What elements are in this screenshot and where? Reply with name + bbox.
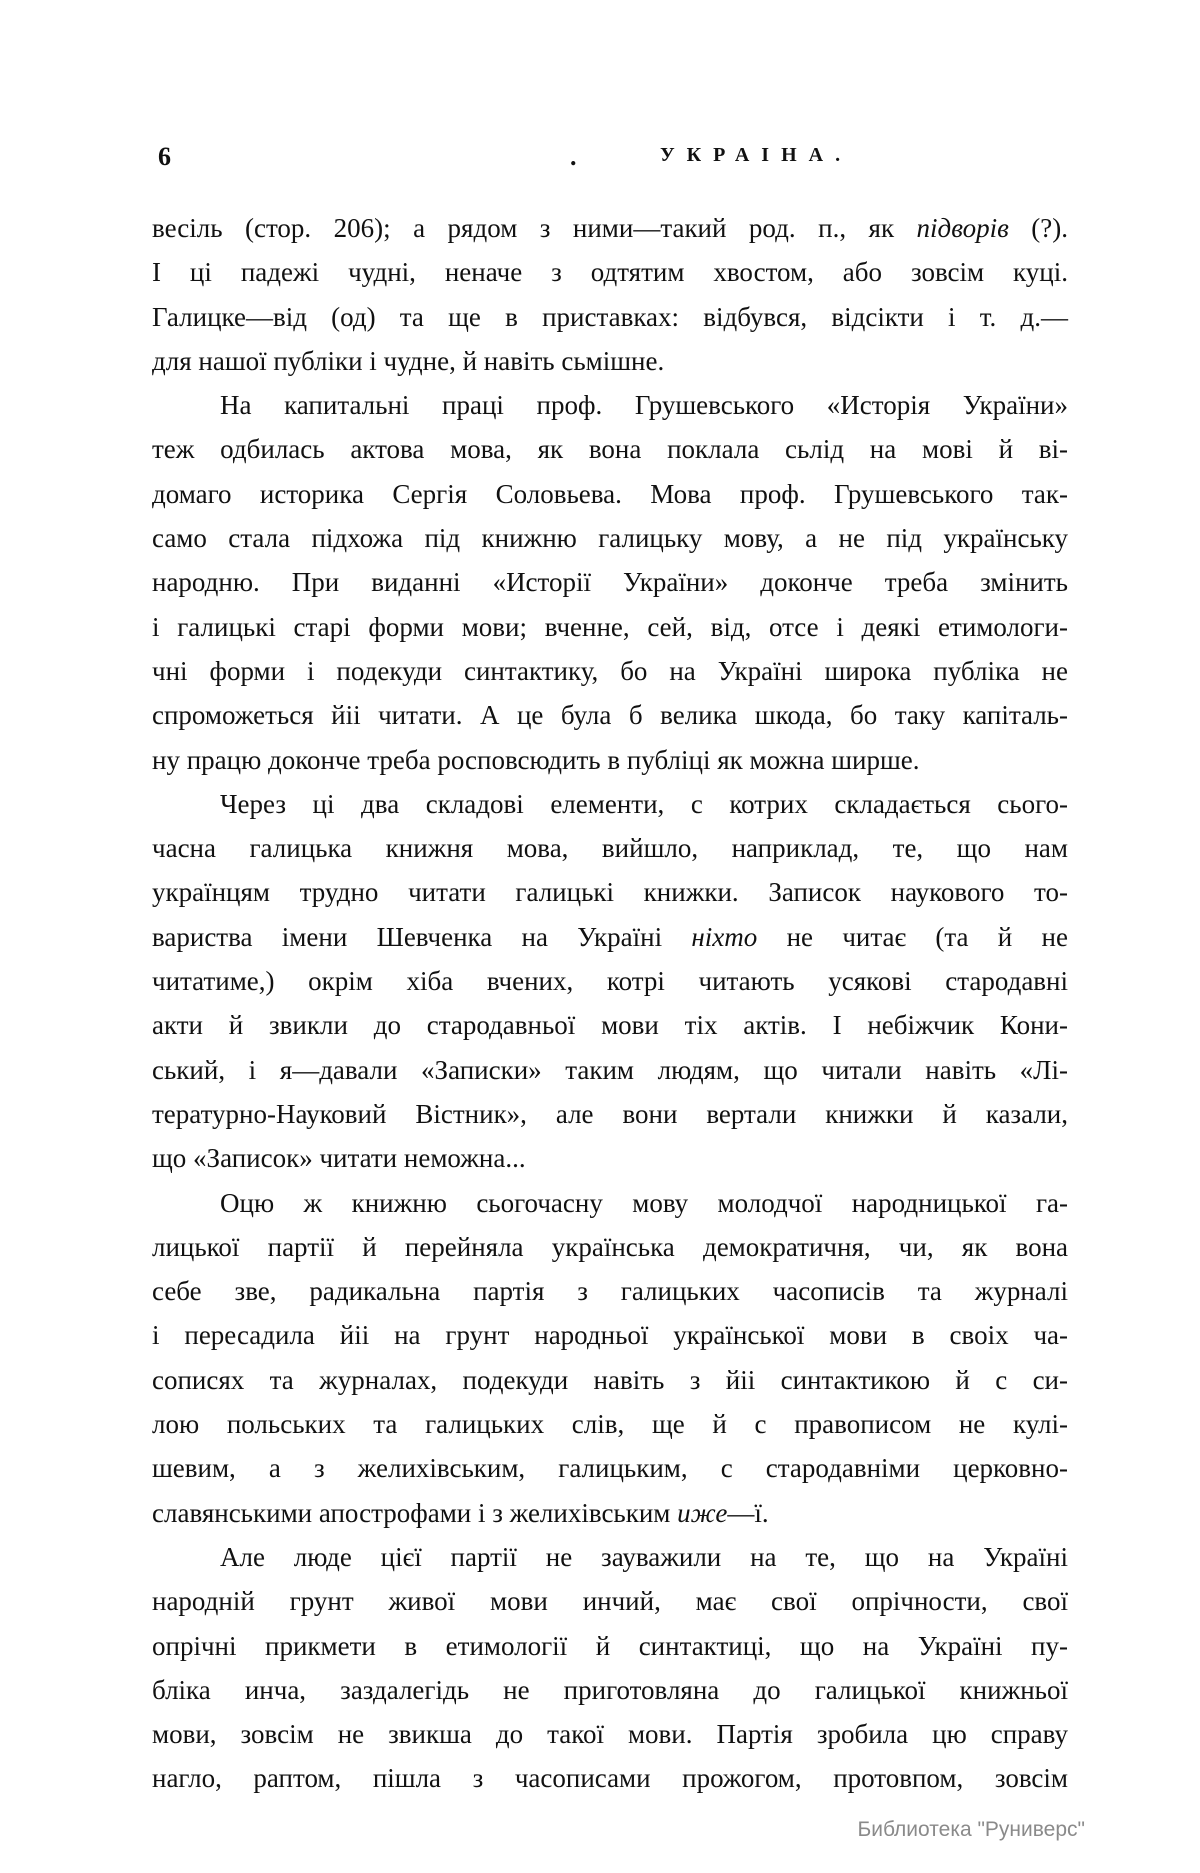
text-segment: читатиме,) окрім хіба вчених, котрі читають усякові стародавні [152, 966, 1068, 997]
text-line [152, 1712, 1068, 1756]
text-segment: само стала підхожа під книжню галицьку мову, а не під українську [152, 523, 1068, 554]
text-line [152, 516, 1068, 560]
text-segment: народній грунт живої мови инчий, має свої опрічности, свої [152, 1586, 1068, 1617]
text-line [152, 1668, 1068, 1712]
text-segment: (?). [1008, 213, 1068, 243]
text-line [152, 295, 1068, 339]
text-segment: лою польських та галицьких слів, ще й с правописом не кулі- [152, 1409, 1068, 1440]
text-segment: часна галицька книжня мова, вийшло, наприклад, те, що нам [152, 833, 1068, 864]
library-watermark: Библиотека "Руниверс" [857, 1818, 1085, 1841]
text-segment: На капитальні праці проф. Грушевського «Исторія України» [220, 390, 1068, 421]
text-segment: і галицькі старі форми мови; вченне, сей, від, отсе і деякі етимологи- [152, 611, 1068, 642]
text-line [152, 383, 1068, 427]
text-line [152, 1358, 1068, 1402]
text-segment: лицької партії й перейняла українська демократичня, чи, як вона [152, 1231, 1068, 1262]
text-line [152, 1181, 1068, 1225]
text-line [152, 1092, 1068, 1136]
text-line [152, 250, 1068, 294]
text-line [152, 1491, 1068, 1535]
text-segment: вариства імени Шевченка на Україні [152, 921, 692, 952]
text-segment: народню. При виданні «Исторії України» доконче треба змінить [152, 567, 1068, 598]
text-line [152, 339, 1068, 383]
text-line [152, 782, 1068, 826]
text-line [152, 649, 1068, 693]
text-segment: акти й звикли до стародавньої мови тіх актів. І небіжчик Кони- [152, 1010, 1068, 1041]
text-line [152, 427, 1068, 471]
text-line [152, 1402, 1068, 1446]
italic-text: иже [677, 1497, 728, 1528]
text-segment: ський, і я—давали «Записки» таким людям, що читали навіть «Лі- [152, 1054, 1068, 1085]
text-segment: —ї. [727, 1497, 769, 1528]
text-line [152, 826, 1068, 870]
text-line [152, 1624, 1068, 1668]
text-segment: і пересадила йіі на грунт народньої української мови в своіх ча- [152, 1320, 1068, 1351]
text-segment: весіль (стор. 206); а рядом з ними—такий род. п., як [152, 213, 917, 243]
text-segment: домаго историка Сергія Соловьева. Мова проф. Грушевського так- [152, 478, 1068, 509]
page-body [152, 206, 1068, 1801]
text-line [152, 1048, 1068, 1092]
running-header [150, 142, 1070, 178]
running-title: УКРАІНА. [660, 144, 853, 166]
text-segment: тературно-Науковий Вістник», але вони вертали книжки й казали, [152, 1098, 1068, 1129]
text-segment: бліка инча, заздалегідь не приготовляна до галицької книжньої [152, 1674, 1068, 1705]
text-line [152, 870, 1068, 914]
text-segment: І ці падежі чудні, неначе з одтятим хвостом, або зовсім куці. [152, 257, 1068, 288]
text-segment: українцям трудно читати галицькі книжки. Записок наукового то- [152, 877, 1068, 908]
text-line [152, 959, 1068, 1003]
text-line [152, 1269, 1068, 1313]
page-number: 6 [158, 142, 171, 171]
text-segment: що «Записок» читати неможна... [152, 1143, 526, 1174]
text-segment: спроможеться йіі читати. А це була б велика шкода, бо таку капіталь- [152, 700, 1068, 731]
text-segment: опрічні прикмети в етимології й синтактиці, що на Україні пу- [152, 1630, 1068, 1661]
text-segment: теж одбилась актова мова, як вона поклала сьлід на мові й ві- [152, 434, 1068, 465]
text-segment: Через ці два складові елементи, с котрих складається сього- [220, 788, 1068, 819]
text-line [152, 693, 1068, 737]
italic-text: ніхто [691, 921, 758, 952]
header-dot: . [570, 142, 577, 171]
text-line [152, 1446, 1068, 1490]
text-segment: не читає (та й не [757, 921, 1068, 952]
text-line [152, 1756, 1068, 1800]
italic-text: підворів [916, 213, 1009, 243]
text-line [152, 1003, 1068, 1047]
text-segment: славянськими апострофами і з желихівським [152, 1497, 678, 1528]
text-segment: ну працю доконче треба росповсюдить в публіці як можна ширше. [152, 744, 920, 775]
text-line [152, 605, 1068, 649]
text-segment: чні форми і подекуди синтактику, бо на Україні широка публіка не [152, 655, 1068, 686]
text-line [152, 915, 1068, 959]
text-line [152, 1225, 1068, 1269]
text-line [152, 1313, 1068, 1357]
text-segment: Оцю ж книжню сьогочасну мову молодчої народницької га- [220, 1187, 1068, 1218]
text-segment: шевим, а з желихівським, галицьким, с стародавніми церковно- [152, 1453, 1068, 1484]
text-line [152, 1579, 1068, 1623]
text-segment: нагло, раптом, пішла з часописами прожогом, протовпом, зовсім [152, 1763, 1068, 1794]
text-segment: мови, зовсім не звикша до такої мови. Партія зробила цю справу [152, 1719, 1068, 1750]
text-line [152, 472, 1068, 516]
text-segment: для нашої публіки і чудне, й навіть сьмішне. [152, 345, 665, 376]
text-segment: Галицке—від (од) та ще в приставках: відбувся, відсікти і т. д.— [152, 301, 1068, 332]
text-line [152, 1136, 1068, 1180]
text-line [152, 206, 1068, 250]
text-line [152, 738, 1068, 782]
text-line [152, 1535, 1068, 1579]
text-segment: сописях та журналах, подекуди навіть з йіі синтактикою й с си- [152, 1364, 1068, 1395]
text-segment: себе зве, радикальна партія з галицьких часописів та журналі [152, 1276, 1068, 1307]
text-segment: Але люде цієї партії не зауважили на те, що на Україні [220, 1541, 1068, 1572]
text-line [152, 560, 1068, 604]
